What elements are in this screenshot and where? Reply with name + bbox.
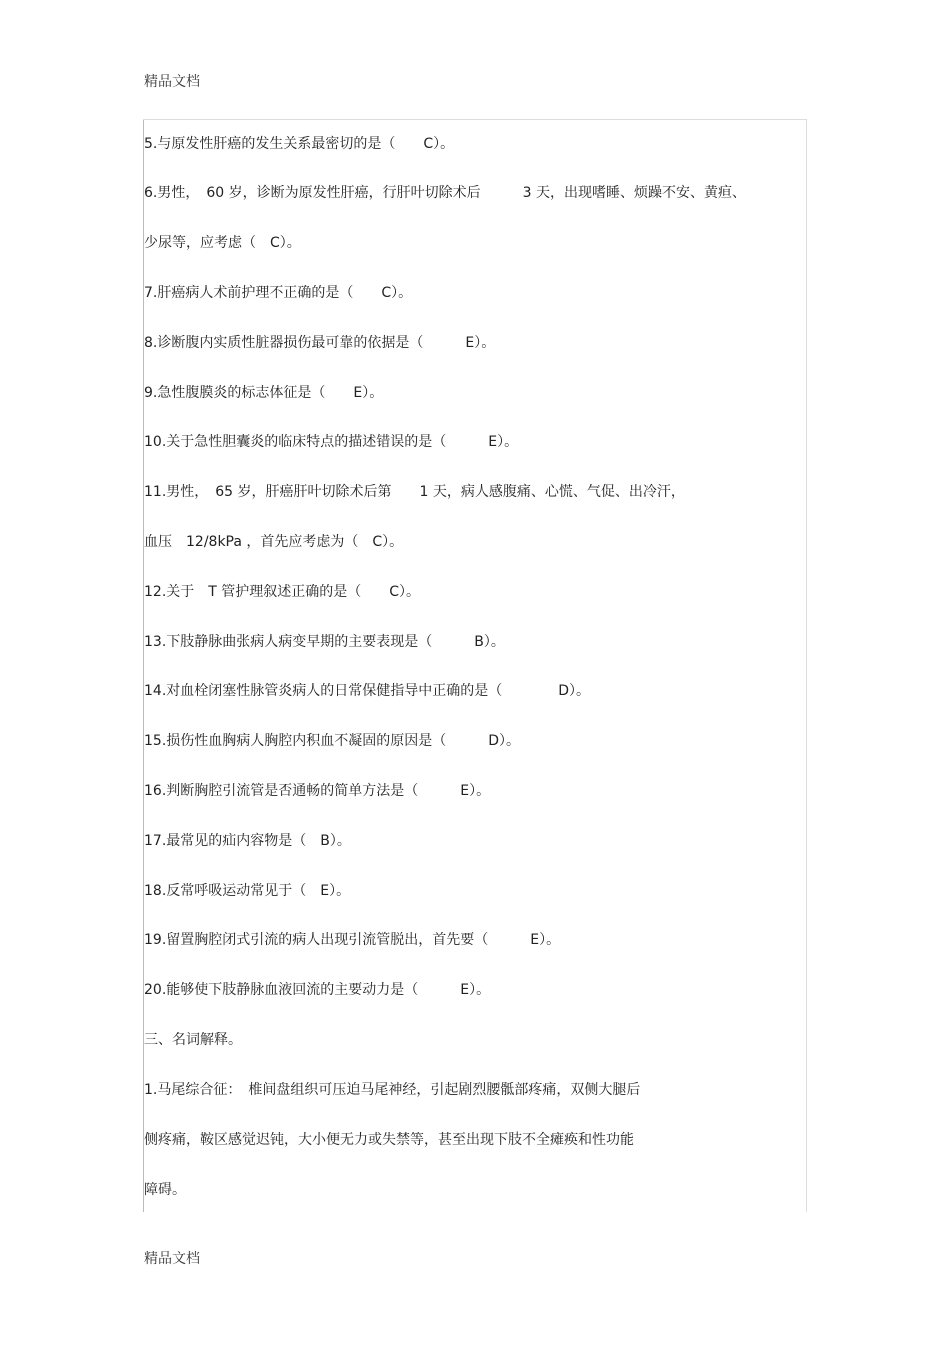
- question-5: 5.与原发性肝癌的发生关系最密切的是（ C）。: [144, 136, 455, 152]
- section-heading: 三、名词解释。: [144, 1032, 242, 1048]
- question-20: 20.能够使下肢静脉血液回流的主要动力是（ E）。: [144, 982, 491, 998]
- question-12: 12.关于 T 管护理叙述正确的是（ C）。: [144, 584, 421, 600]
- footer-watermark: 精品文档: [144, 1251, 200, 1267]
- question-7: 7.肝癌病人术前护理不正确的是（ C）。: [144, 285, 413, 301]
- definition-1: 1.马尾综合征： 椎间盘组织可压迫马尾神经，引起剧烈腰骶部疼痛，双侧大腿后: [144, 1082, 641, 1098]
- page-frame: [143, 119, 807, 1212]
- definition-1-line-3: 障碍。: [144, 1182, 186, 1198]
- question-10: 10.关于急性胆囊炎的临床特点的描述错误的是（ E）。: [144, 434, 519, 450]
- question-13: 13.下肢静脉曲张病人病变早期的主要表现是（ B）。: [144, 634, 505, 650]
- question-17: 17.最常见的疝内容物是（ B）。: [144, 833, 351, 849]
- question-11-continued: 血压 12/8kPa ，首先应考虑为（ C）。: [144, 534, 404, 550]
- question-8: 8.诊断腹内实质性脏器损伤最可靠的依据是（ E）。: [144, 335, 496, 351]
- question-6: 6.男性， 60 岁，诊断为原发性肝癌，行肝叶切除术后 3 天，出现嗜睡、烦躁不安、黄疸、: [144, 185, 746, 201]
- question-18: 18.反常呼吸运动常见于（ E）。: [144, 883, 351, 899]
- question-9: 9.急性腹膜炎的标志体征是（ E）。: [144, 385, 384, 401]
- question-11: 11.男性， 65 岁，肝癌肝叶切除术后第 1 天，病人感腹痛、心慌、气促、出冷汗，: [144, 484, 685, 500]
- question-16: 16.判断胸腔引流管是否通畅的简单方法是（ E）。: [144, 783, 491, 799]
- question-14: 14.对血栓闭塞性脉管炎病人的日常保健指导中正确的是（ D）。: [144, 683, 591, 699]
- definition-1-line-2: 侧疼痛，鞍区感觉迟钝，大小便无力或失禁等，甚至出现下肢不全瘫痪和性功能: [144, 1132, 634, 1148]
- question-15: 15.损伤性血胸病人胸腔内积血不凝固的原因是（ D）。: [144, 733, 521, 749]
- question-6-continued: 少尿等，应考虑（ C）。: [144, 235, 301, 251]
- question-19: 19.留置胸腔闭式引流的病人出现引流管脱出，首先要（ E）。: [144, 932, 561, 948]
- header-watermark: 精品文档: [144, 74, 200, 90]
